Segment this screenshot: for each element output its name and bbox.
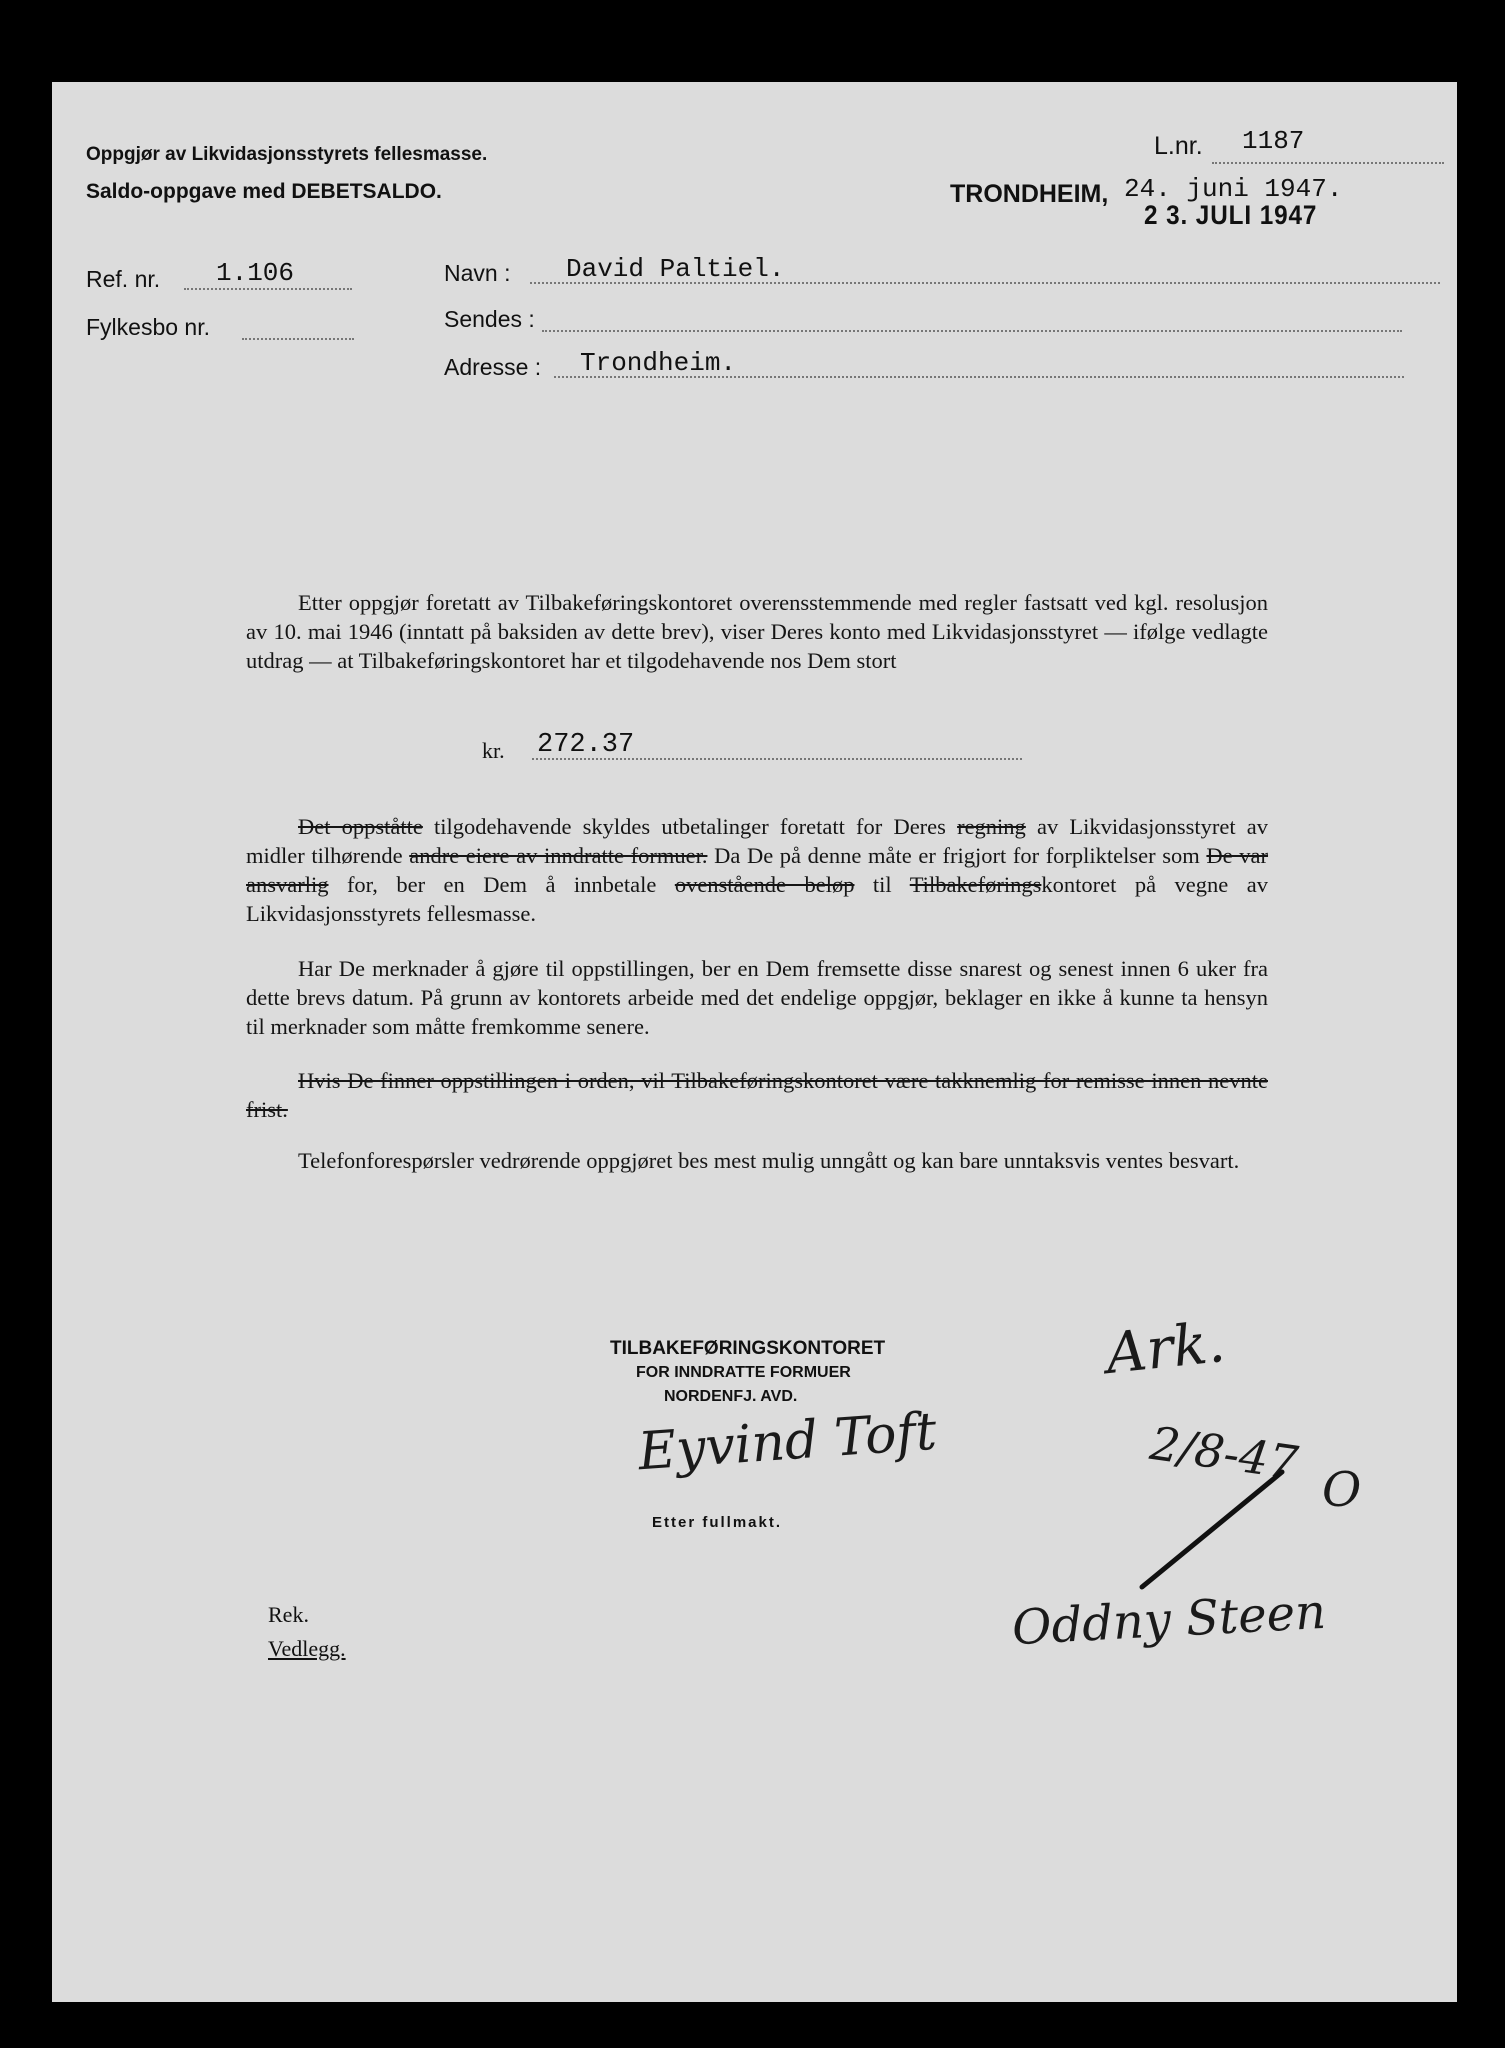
handwritten-name: Oddny Steen [1010, 1583, 1328, 1657]
paragraph-2-text: tilgodehavende skyldes utbetalinger foretatt for Deres [422, 814, 958, 839]
document-page [52, 82, 1457, 2002]
handwritten-initials: O [1322, 1462, 1362, 1518]
amount-dotted-line [532, 758, 1022, 760]
paragraph-3: Har De merknader å gjøre til oppstillingen, ber en Dem fremsette disse snarest og senest innen 6 uker fra dette brevs datum. På grunn av kontorets arbeide med det endelige oppgjør, beklager en ikke å kunne ta hensyn til merknader som måtte fremkomme senere. [246, 956, 1268, 1039]
struck-text: Det oppståtte [298, 814, 423, 839]
adresse-value: Trondheim. [580, 348, 737, 378]
navn-dotted-line [530, 282, 1440, 284]
lnr-value: 1187 [1242, 126, 1305, 156]
paragraph-1: Etter oppgjør foretatt av Tilbakeføringskontoret overensstemmende med regler fastsatt ved kgl. resolusjon av 10. mai 1946 (inntatt på baksiden av dette brev), viser Deres konto med Likvidasjonsstyret — ifølge vedlagte utdrag — at Tilbakeføringskontoret har et tilgodehavende nos Dem stort [246, 590, 1268, 673]
paragraph-2 [246, 812, 1268, 928]
sendes-dotted-line [542, 330, 1402, 332]
office-line-1: TILBAKEFØRINGSKONTORET [610, 1338, 886, 1359]
lnr-label: L.nr. [1154, 132, 1203, 160]
vedlegg-label: Vedlegg. [268, 1636, 346, 1661]
ref-dotted-line [184, 288, 352, 290]
city: TRONDHEIM, [950, 180, 1109, 208]
header-line-1: Oppgjør av Likvidasjonsstyrets fellesmasse. [86, 144, 488, 165]
office-line-3: NORDENFJ. AVD. [664, 1388, 798, 1405]
fylkesbo-label: Fylkesbo nr. [86, 314, 210, 340]
fullmakt-label: Etter fullmakt. [652, 1514, 783, 1531]
paragraph-2-text: til [854, 872, 910, 897]
paragraph-2-text: Da De på denne måte er frigjort for forpliktelser som [707, 843, 1207, 868]
paragraph-2-text: kontoret på vegne av Likvidasjonsstyrets fellesmasse. [246, 872, 1268, 926]
date-typed: 24. juni 1947. [1124, 174, 1343, 204]
struck-text: andre eiere av inndratte formuer. [409, 843, 708, 868]
paragraph-2-text: av Likvidasjonsstyret av midler tilhørende [246, 814, 1268, 868]
rek-label: Rek. [268, 1602, 309, 1627]
struck-text: regning [957, 814, 1026, 839]
fylkesbo-dotted-line [242, 338, 354, 340]
struck-text: De var ansvarlig [246, 843, 1269, 897]
navn-value: David Paltiel. [566, 254, 785, 284]
adresse-label: Adresse : [444, 354, 542, 380]
adresse-dotted-line [554, 376, 1404, 378]
handwritten-slash-mark [1132, 1462, 1322, 1592]
paragraph-5: Telefonforespørsler vedrørende oppgjøret bes mest mulig unngått og kan bare unntaksvis ventes besvart. [298, 1148, 1240, 1173]
header-line-2: Saldo-oppgave med DEBETSALDO. [86, 180, 442, 203]
ref-label: Ref. nr. [86, 266, 161, 292]
amount-value: 272.37 [537, 730, 635, 760]
navn-label: Navn : [444, 260, 511, 286]
signature: Eyvind Toft [636, 1401, 939, 1483]
ref-value: 1.106 [216, 258, 295, 288]
date-stamp: 2 3. JULI 1947 [1144, 200, 1318, 230]
paragraph-2-text: for, ber en Dem å innbetale [328, 872, 675, 897]
handwritten-date: 2/8-47 [1146, 1415, 1302, 1491]
amount-label: kr. [482, 738, 505, 763]
sendes-label: Sendes : [444, 306, 535, 332]
paragraph-4: Hvis De finner oppstillingen i orden, vil Tilbakeføringskontoret være takknemlig for remisse innen nevnte frist. [246, 1068, 1268, 1122]
office-line-2: FOR INNDRATTE FORMUER [636, 1364, 851, 1381]
struck-text: ovenstående beløp [674, 872, 855, 897]
handwritten-ark: Ark. [1102, 1309, 1229, 1388]
lnr-dotted-line [1212, 162, 1444, 164]
struck-text: Tilbakeførings [909, 872, 1042, 897]
